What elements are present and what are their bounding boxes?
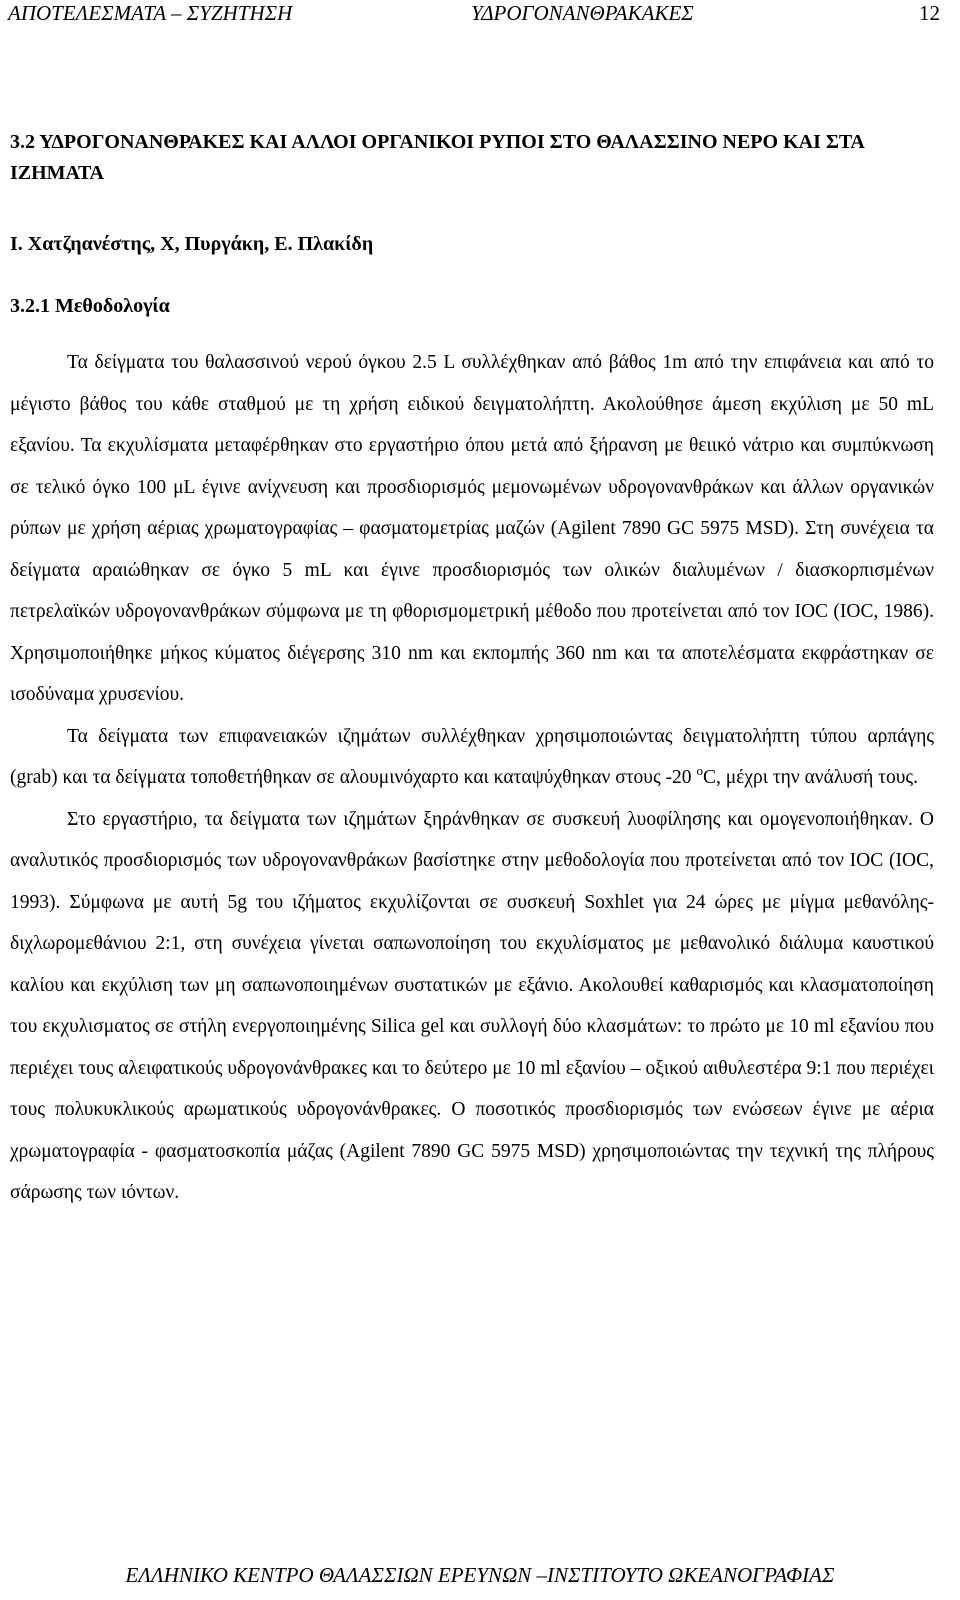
page-number: 12 [919,1,940,25]
header-section-title: ΥΔΡΟΓΟΝΑΝΘΡΑΚΑΚΕΣ [471,1,694,25]
paragraph-sediment-sampling [10,716,934,799]
paragraph-sediment-text-end: C, μέχρι την ανάλυσή τους. [702,767,918,788]
paragraph-seawater-sampling: Τα δείγματα του θαλασσινού νερού όγκου 2.5 L συλλέχθηκαν από βάθος 1m από την επιφάνεια και από το μέγιστο βάθος του κάθε σταθμού με τη χρήση ειδικού δειγματολήπτη. Ακολούθησε άμεση εκχύλιση με 50 mL εξανίου. Τα εκχυλίσματα μεταφέρθηκαν στο εργαστήριο όπου μετά από ξήρανση με θειικό νάτριο και συμπύκνωση σε τελικό όγκο 100 μL έγινε ανίχνευση και προσδιορισμός μεμονωμένων υδρογονανθράκων και άλλων οργανικών ρύπων με χρήση αέριας χρωματογραφίας – φασματομετρίας μαζών (Agilent 7890 GC 5975 MSD). Στη συνέχεια τα δείγματα αραιώθηκαν σε όγκο 5 mL και έγινε προσδιορισμός των ολικών διαλυμένων / διασκορπισμένων πετρελαϊκών υδρογονανθράκων σύμφωνα με τη φθορισμομετρική μέθοδο που προτείνεται από τον IOC (IOC, 1986). Χρησιμοποιήθηκε μήκος κύματος διέγερσης 310 nm και εκπομπής 360 nm και τα αποτελέσματα εκφράστηκαν σε ισοδύναμα χρυσενίου. [10,352,934,705]
subsection-title: 3.2.1 Μεθοδολογία [10,295,170,317]
authors: Ι. Χατζηανέστης, Χ, Πυργάκη, Ε. Πλακίδη [10,233,374,255]
running-header [8,0,940,27]
paragraph-sediment-text-start: Τα δείγματα των επιφανειακών ιζημάτων συλλέχθηκαν χρησιμοποιώντας δειγματολήπτη τύπου αρπάγης (grab) και τα δείγματα τοποθετήθηκαν σε αλουμινόχαρτο και καταψύχθηκαν στους -20 [10,725,934,788]
paragraph-sediment-analysis: Στο εργαστήριο, τα δείγματα των ιζημάτων ξηράνθηκαν σε συσκευή λυοφίλησης και ομογενοποιήθηκαν. Ο αναλυτικός προσδιορισμός των υδρογονανθράκων βασίστηκε στην μεθοδολογία που προτείνεται από τον IOC (IOC, 1993). Σύμφωνα με αυτή 5g του ιζήματος εκχυλίζονται σε συσκευή Soxhlet για 24 ώρες με μίγμα μεθανόλης-διχλωρομεθάνιου 2:1, στη συνέχεια γίνεται σαπωνοποίηση του εκχυλίσματος με μεθανολικό διάλυμα καυστικού καλίου και εκχύλιση των μη σαπωνοποιημένων συστατικών με εξάνιο. Ακολουθεί καθαρισμός και κλασματοποίηση του εκχυλισματος σε στήλη ενεργοποιημένης Silica gel και συλλογή δύο κλασμάτων: το πρώτο με 10 ml εξανίου που περιέχει τους αλειφατικούς υδρογονάνθρακες και το δεύτερο με 10 ml εξανίου – οξικού αιθυλεστέρα 9:1 που περιέχει τους πολυκυκλικούς αρωματικούς υδρογονάνθρακες. Ο ποσοτικός προσδιορισμός των ενώσεων έγινε με αέρια χρωματογραφία - φασματοσκοπία μάζας (Agilent 7890 GC 5975 MSD) χρησιμοποιώντας την τεχνική της πλήρους σάρωσης των ιόντων. [10,808,934,1203]
running-footer: ΕΛΛΗΝΙΚΟ ΚΕΝΤΡΟ ΘΑΛΑΣΣΙΩΝ ΕΡΕΥΝΩΝ –ΙΝΣΤΙΤΟΥΤΟ ΩΚΕΑΝΟΓΡΑΦΙΑΣ [125,1563,835,1587]
header-chapter-title: ΑΠΟΤΕΛΕΣΜΑΤΑ – ΣΥΖΗΤΗΣΗ [8,1,293,25]
degree-superscript: o [696,763,703,778]
section-title: 3.2 ΥΔΡΟΓΟΝΑΝΘΡΑΚΕΣ ΚΑΙ ΑΛΛΟΙ ΟΡΓΑΝΙΚΟΙ ΡΥΠΟΙ ΣΤΟ ΘΑΛΑΣΣΙΝΟ ΝΕΡΟ ΚΑΙ ΣΤΑ ΙΖΗΜΑΤΑ [10,131,864,184]
page-body [10,127,934,1214]
